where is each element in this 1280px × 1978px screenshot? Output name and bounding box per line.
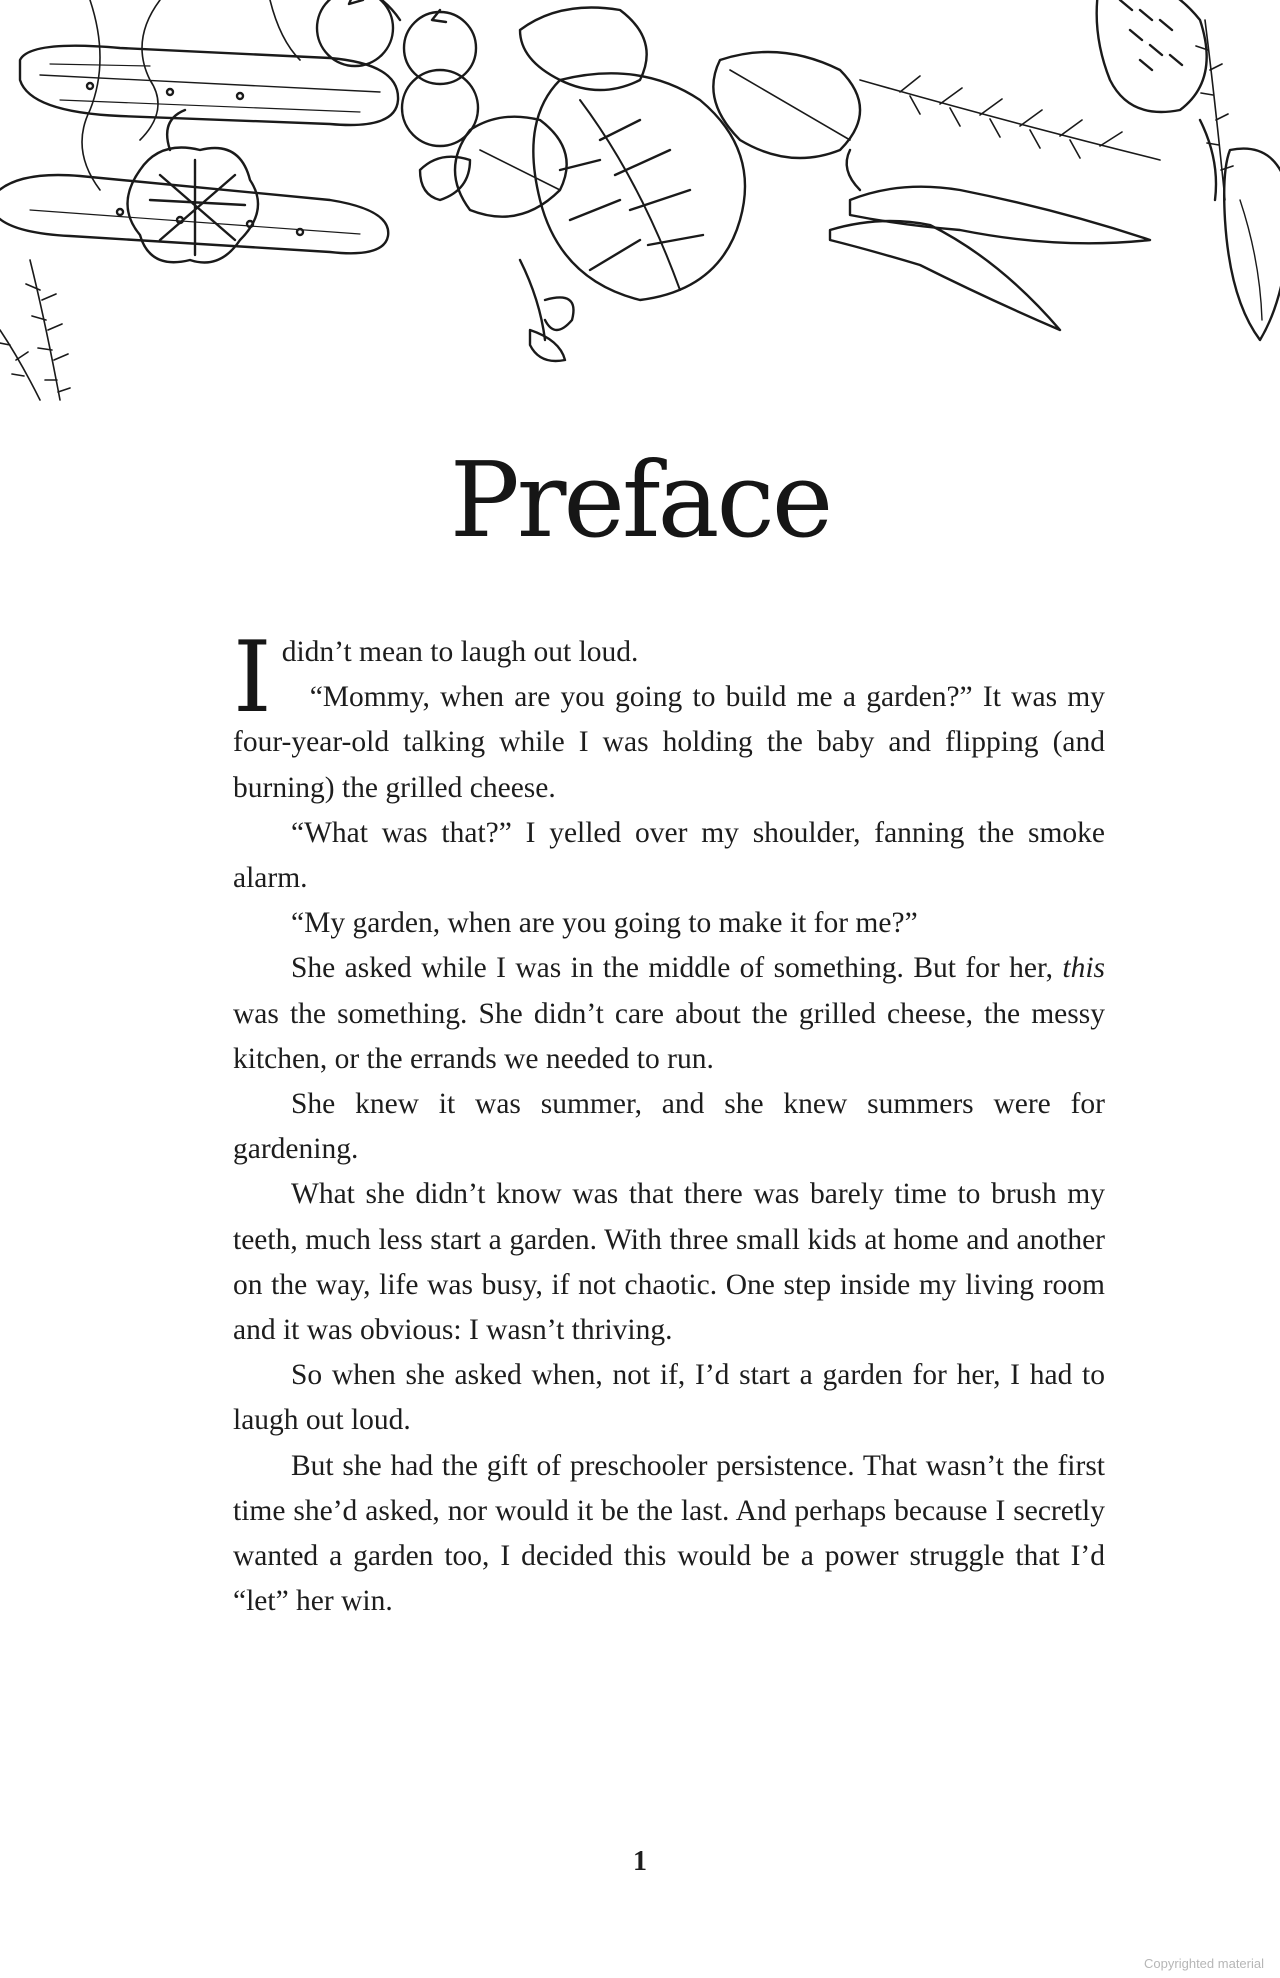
vegetable-illustration-header	[0, 0, 1280, 420]
thyme-sprig-illustration	[0, 260, 70, 400]
emphasis-text: this	[1062, 952, 1105, 985]
chili-pepper-illustration	[830, 150, 1150, 330]
squash-illustration	[1097, 0, 1280, 340]
paragraph: “My garden, when are you going to make it for me?”	[291, 907, 918, 940]
copyright-notice: Copyrighted material	[1144, 1956, 1264, 1971]
paragraph: What she didn’t know was that there was barely time to brush my teeth, much less start a garden. With three small kids at home and another on the way, life was busy, if not chaotic. One step inside my living room and it was obvious: I wasn’t thriving.	[233, 1178, 1105, 1347]
body-text	[233, 621, 1105, 1624]
paragraph	[233, 946, 1105, 1082]
paragraph: “Mommy, when are you going to build me a garden?” It was my four-year-old talking while I was holding the baby and flipping (and burning) the grilled cheese.	[233, 681, 1105, 804]
paragraph: So when she asked when, not if, I’d start a garden for her, I had to laugh out loud.	[233, 1359, 1105, 1437]
paragraph: But she had the gift of preschooler persistence. That wasn’t the first time she’d asked, nor would it be the last. And perhaps because I secretly wanted a garden too, I decided this would be a power struggle that I’d “let” her win.	[233, 1449, 1105, 1618]
paragraph: “What was that?” I yelled over my shoulder, fanning the smoke alarm.	[233, 816, 1105, 895]
paragraph: She knew it was summer, and she knew summers were for gardening.	[233, 1088, 1105, 1166]
paragraph-text: didn’t mean to laugh out loud.	[281, 636, 639, 668]
page-number: 1	[633, 1846, 647, 1877]
drop-cap: I	[233, 621, 272, 735]
vine-tendril-illustration	[82, 0, 300, 190]
paragraph-text: was the something. She didn’t care about the grilled cheese, the messy kitchen, or the errands we needed to run.	[233, 997, 1105, 1075]
chard-leaf-illustration	[455, 8, 860, 301]
basil-sprig-illustration	[420, 157, 573, 361]
paragraph-text: She asked while I was in the middle of something. But for her,	[291, 952, 1063, 985]
paragraph	[233, 621, 1105, 735]
page-title: Preface	[449, 439, 831, 561]
